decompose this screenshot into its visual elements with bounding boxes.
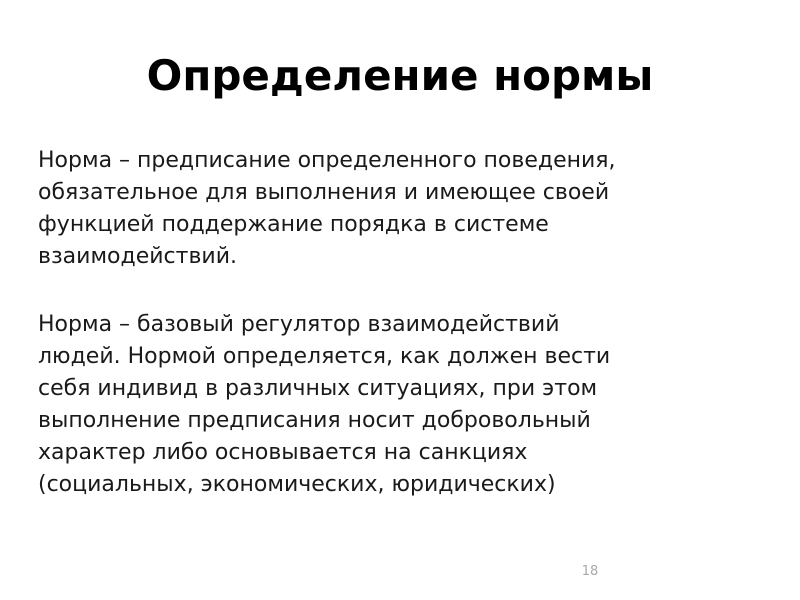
- paragraph-definition-1: [38, 145, 768, 273]
- slide-number: 18: [581, 564, 599, 579]
- paragraph-definition-2: [38, 309, 768, 501]
- text-line: Норма – базовый регулятор взаимодействий: [38, 312, 560, 337]
- slide-title: Определение нормы: [146, 51, 654, 100]
- text-line: себя индивид в различных ситуациях, при этом: [38, 376, 598, 401]
- text-line: функцией поддержание порядка в системе: [38, 212, 549, 237]
- text-line: выполнение предписания носит добровольный: [38, 408, 591, 433]
- text-line: (социальных, экономических, юридических): [38, 472, 556, 497]
- text-line: обязательное для выполнения и имеющее своей: [38, 180, 610, 205]
- slide-body: [38, 145, 768, 537]
- text-line: взаимодействий.: [38, 244, 238, 269]
- text-line: Норма – предписание определенного поведения,: [38, 148, 616, 173]
- text-line: людей. Нормой определяется, как должен вести: [38, 344, 611, 369]
- text-line: характер либо основывается на санкциях: [38, 440, 528, 465]
